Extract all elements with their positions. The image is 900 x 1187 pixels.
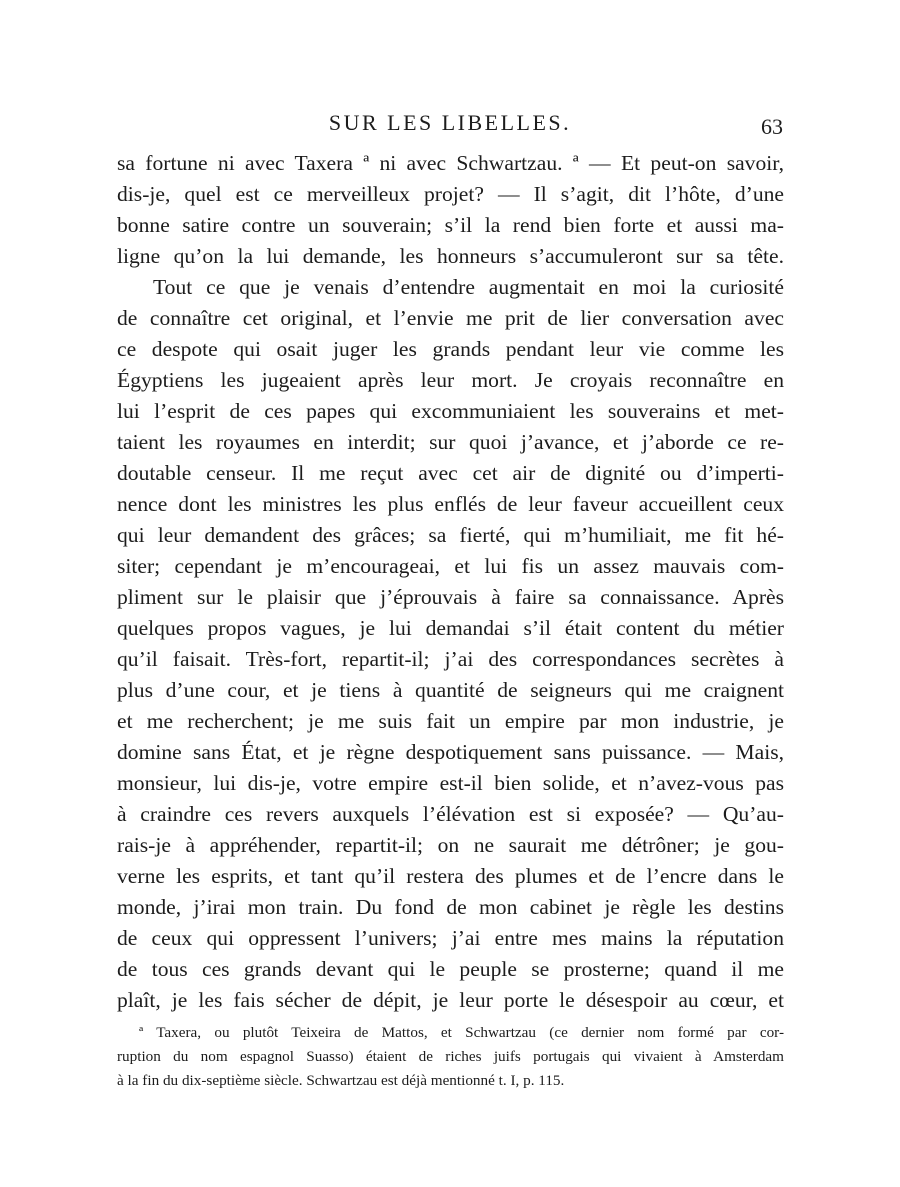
text-line: taient les royaumes en interdit; sur quoi j’avance, et j’aborde ce re- <box>117 430 784 454</box>
text-line: ce despote qui osait juger les grands pendant leur vie comme les <box>117 337 784 361</box>
text-line: et me recherchent; je me suis fait un empire par mon industrie, je <box>117 709 784 733</box>
text-line: lui l’esprit de ces papes qui excommuniaient les souverains et met- <box>117 399 784 423</box>
text-line: plus d’une cour, et je tiens à quantité de seigneurs qui me craignent <box>117 678 784 702</box>
page-number: 63 <box>761 114 783 139</box>
text-line: Égyptiens les jugeaient après leur mort. Je croyais reconnaître en <box>117 368 784 392</box>
footnote-line: ruption du nom espagnol Suasso) étaient de riches juifs portugais qui vivaient à Amsterdam <box>117 1048 784 1065</box>
running-title: SUR LES LIBELLES. <box>328 110 572 135</box>
footnotes <box>117 1021 784 1093</box>
text-line: domine sans État, et je règne despotiquement sans puissance. — Mais, <box>117 740 784 764</box>
text-line: nence dont les ministres les plus enflés de leur faveur accueillent ceux <box>117 492 784 516</box>
text-line: siter; cependant je m’encourageai, et lui fis un assez mauvais com- <box>117 554 784 578</box>
text-line: sa fortune ni avec Taxera ª ni avec Schwartzau. ª — Et peut-on savoir, <box>117 151 784 175</box>
text-line: doutable censeur. Il me reçut avec cet air de dignité ou d’imperti- <box>117 461 784 485</box>
text-line: de connaître cet original, et l’envie me prit de lier conversation avec <box>117 306 784 330</box>
text-line: monsieur, lui dis-je, votre empire est-il bien solide, et n’avez-vous pas <box>117 771 784 795</box>
text-line: bonne satire contre un souverain; s’il la rend bien forte et aussi ma- <box>117 213 784 237</box>
text-line: qu’il faisait. Très-fort, repartit-il; j’ai des correspondances secrètes à <box>117 647 784 671</box>
text-line: quelques propos vagues, je lui demandai s’il était content du métier <box>117 616 784 640</box>
text-line: à craindre ces revers auxquels l’élévation est si exposée? — Qu’au- <box>117 802 784 826</box>
text-line: dis-je, quel est ce merveilleux projet? — Il s’agit, dit l’hôte, d’une <box>117 182 784 206</box>
text-line: de ceux qui oppressent l’univers; j’ai entre mes mains la réputation <box>117 926 784 950</box>
paragraph-first-line: Tout ce que je venais d’entendre augmentait en moi la curiosité <box>153 275 784 299</box>
text-line: monde, j’irai mon train. Du fond de mon cabinet je règle les destins <box>117 895 784 919</box>
text-line: rais-je à appréhender, repartit-il; on ne saurait me détrôner; je gou- <box>117 833 784 857</box>
text-line: verne les esprits, et tant qu’il restera des plumes et de l’encre dans le <box>117 864 784 888</box>
text-line: ligne qu’on la lui demande, les honneurs s’accumuleront sur sa tête. <box>117 244 784 268</box>
footnote-line: ª Taxera, ou plutôt Teixeira de Mattos, et Schwartzau (ce dernier nom formé par cor- <box>139 1024 784 1041</box>
text-line: plaît, je les fais sécher de dépit, je leur porte le désespoir au cœur, et <box>117 988 784 1012</box>
running-head <box>0 108 900 144</box>
text-line: de tous ces grands devant qui le peuple se prosterne; quand il me <box>117 957 784 981</box>
text-line: qui leur demandent des grâces; sa fierté, qui m’humiliait, me fit hé- <box>117 523 784 547</box>
text-line: pliment sur le plaisir que j’éprouvais à faire sa connaissance. Après <box>117 585 784 609</box>
body-text <box>117 148 784 1016</box>
footnote-line: à la fin du dix-septième siècle. Schwartzau est déjà mentionné t. I, p. 115. <box>117 1072 565 1089</box>
